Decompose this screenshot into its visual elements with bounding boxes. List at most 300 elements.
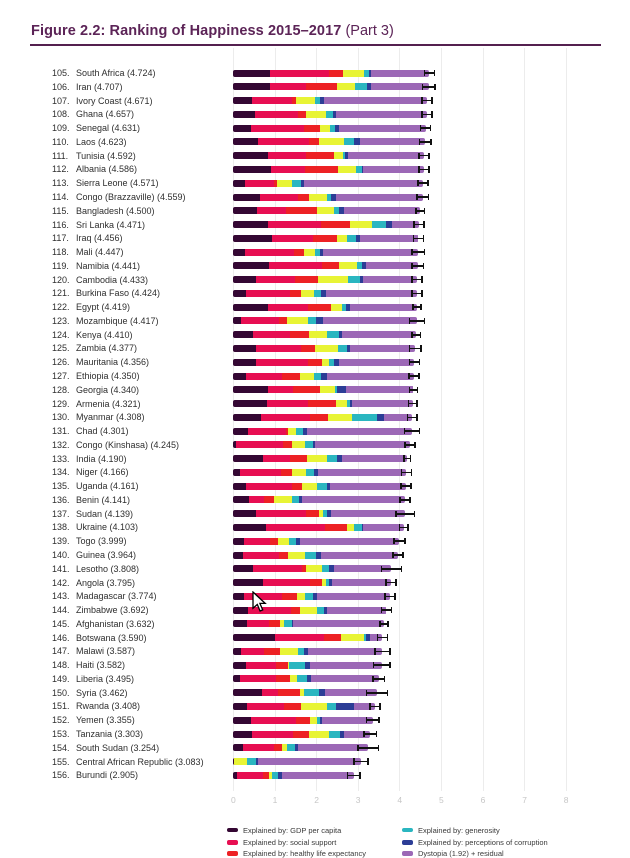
country-name-score: Guinea (3.964) (76, 550, 136, 560)
bar-segment-generosity (327, 703, 335, 710)
bar-segment-gdp (233, 579, 263, 586)
x-axis-tick-label: 3 (356, 795, 361, 805)
happiness-bar (233, 221, 419, 228)
bar-segment-generosity (305, 593, 313, 600)
bar-segment-gdp (233, 304, 268, 311)
confidence-interval-cap (408, 373, 410, 379)
country-rank: 121. (52, 288, 76, 298)
confidence-interval-cap (367, 758, 369, 764)
bar-segment-social (256, 345, 301, 352)
happiness-bar (233, 662, 382, 669)
country-label (52, 768, 138, 782)
bar-segment-social (247, 703, 284, 710)
happiness-bar (233, 441, 410, 448)
bar-segment-social (262, 689, 278, 696)
bar-segment-gdp (233, 373, 246, 380)
confidence-interval-cap (372, 676, 374, 682)
bar-segment-gdp (233, 469, 240, 476)
country-label (52, 108, 134, 122)
country-label (52, 713, 135, 727)
confidence-interval-cap (415, 208, 417, 214)
confidence-interval-cap (430, 139, 432, 145)
bar-segment-social (237, 772, 263, 779)
bar-segment-social (246, 483, 291, 490)
confidence-interval-cap (431, 97, 433, 103)
bar-segment-corruption (316, 317, 323, 324)
bar-segment-gdp (233, 83, 270, 90)
country-label (52, 548, 136, 562)
country-label (52, 397, 141, 411)
confidence-interval-cap (411, 290, 413, 296)
country-name-score: Ivory Coast (4.671) (76, 96, 153, 106)
bar-segment-social (270, 83, 305, 90)
bar-segment-dystopia (327, 373, 414, 380)
happiness-bar (233, 579, 391, 586)
country-rank: 129. (52, 399, 76, 409)
bar-segment-dystopia (307, 428, 412, 435)
bar-segment-freedom (319, 138, 344, 145)
bar-segment-freedom (296, 97, 315, 104)
bar-segment-freedom (277, 180, 292, 187)
country-label (52, 121, 140, 135)
happiness-bar (233, 194, 423, 201)
bar-segment-dystopia (339, 359, 415, 366)
bar-segment-health (306, 83, 337, 90)
bar-segment-health (286, 207, 316, 214)
bar-segment-generosity (289, 538, 296, 545)
bar-segment-social (252, 731, 293, 738)
bar-segment-generosity (304, 689, 320, 696)
legend-swatch-gdp (227, 828, 238, 833)
country-rank: 138. (52, 522, 76, 532)
confidence-interval-cap (428, 166, 430, 172)
bar-segment-freedom (315, 345, 337, 352)
confidence-interval-cap (409, 497, 411, 503)
confidence-interval (367, 692, 388, 694)
bar-segment-gdp (233, 70, 270, 77)
bar-segment-social (269, 262, 322, 269)
happiness-bar (233, 97, 427, 104)
confidence-interval-cap (423, 263, 425, 269)
happiness-bar (233, 331, 416, 338)
confidence-interval-cap (353, 758, 355, 764)
country-label (52, 300, 130, 314)
country-label (52, 741, 159, 755)
happiness-bar (233, 207, 420, 214)
country-name-score: Burkina Faso (4.424) (76, 288, 160, 298)
bar-segment-health (291, 607, 299, 614)
bar-segment-freedom (307, 455, 327, 462)
bar-segment-generosity (296, 428, 303, 435)
confidence-interval-cap (385, 579, 387, 585)
bar-segment-health (313, 235, 337, 242)
confidence-interval-cap (366, 690, 368, 696)
bar-segment-corruption (336, 703, 354, 710)
bar-segment-gdp (233, 207, 257, 214)
confidence-interval-cap (401, 566, 403, 572)
bar-segment-dystopia (346, 386, 413, 393)
country-rank: 131. (52, 426, 76, 436)
confidence-interval-cap (378, 717, 380, 723)
bar-segment-health (290, 331, 309, 338)
bar-segment-social (256, 359, 308, 366)
bar-segment-generosity (284, 620, 292, 627)
bar-segment-health (279, 552, 288, 559)
happiness-bar (233, 689, 377, 696)
confidence-interval-cap (404, 428, 406, 434)
country-label (52, 438, 179, 452)
country-name-score: Benin (4.141) (76, 495, 130, 505)
legend-swatch-corruption (402, 840, 413, 845)
country-rank: 118. (52, 247, 76, 257)
happiness-bar (233, 290, 417, 297)
confidence-interval-cap (411, 469, 413, 475)
bar-segment-social (256, 510, 306, 517)
country-rank: 142. (52, 578, 76, 588)
bar-segment-generosity (289, 662, 305, 669)
bar-segment-social (268, 221, 320, 228)
bar-segment-gdp (233, 593, 244, 600)
bar-segment-social (240, 675, 276, 682)
bar-segment-dystopia (318, 469, 406, 476)
country-name-score: Togo (3.999) (76, 536, 127, 546)
country-rank: 139. (52, 536, 76, 546)
confidence-interval-cap (409, 359, 411, 365)
country-rank: 112. (52, 164, 76, 174)
country-rank: 145. (52, 619, 76, 629)
bar-segment-health (305, 166, 338, 173)
confidence-interval-cap (428, 194, 430, 200)
confidence-interval-cap (414, 442, 416, 448)
bar-segment-gdp (233, 111, 255, 118)
happiness-bar (233, 276, 417, 283)
country-rank: 113. (52, 178, 76, 188)
country-name-score: Congo (Kinshasa) (4.245) (76, 440, 179, 450)
bar-segment-generosity (355, 83, 366, 90)
happiness-bar (233, 758, 361, 765)
bar-segment-generosity (306, 469, 314, 476)
country-name-score: Sri Lanka (4.471) (76, 220, 145, 230)
legend-item-gdp (227, 826, 341, 834)
bar-segment-generosity (344, 138, 354, 145)
bar-segment-freedom (343, 70, 365, 77)
country-name-score: Senegal (4.631) (76, 123, 140, 133)
confidence-interval-cap (421, 276, 423, 282)
bar-segment-health (301, 345, 316, 352)
happiness-bar (233, 414, 412, 421)
bar-segment-gdp (233, 317, 241, 324)
confidence-interval-cap (395, 511, 397, 517)
country-rank: 144. (52, 605, 76, 615)
happiness-bar (233, 772, 354, 779)
confidence-interval-cap (395, 579, 397, 585)
bar-segment-dystopia (344, 207, 420, 214)
happiness-bar (233, 359, 414, 366)
bar-segment-freedom (334, 152, 343, 159)
country-label (52, 245, 124, 259)
legend-swatch-healthy-life (227, 851, 238, 856)
confidence-interval-cap (423, 235, 425, 241)
bar-segment-social (251, 717, 296, 724)
country-rank: 115. (52, 206, 76, 216)
country-rank: 106. (52, 82, 76, 92)
x-axis-tick-label: 6 (481, 795, 486, 805)
bar-segment-generosity (308, 317, 316, 324)
bar-segment-freedom (309, 731, 329, 738)
x-axis-tick-label: 8 (564, 795, 569, 805)
country-name-score: Congo (Brazzaville) (4.559) (76, 192, 186, 202)
country-name-score: Cambodia (4.433) (76, 275, 148, 285)
happiness-bar (233, 538, 399, 545)
bar-segment-dystopia (258, 758, 361, 765)
bar-segment-dystopia (293, 620, 384, 627)
happiness-bar (233, 345, 415, 352)
bar-segment-health (308, 359, 322, 366)
confidence-interval (358, 747, 379, 749)
bar-segment-social (246, 373, 282, 380)
bar-segment-social (268, 386, 293, 393)
bar-segment-gdp (233, 552, 243, 559)
country-label (52, 700, 140, 714)
country-label (52, 231, 123, 245)
country-name-score: Egypt (4.419) (76, 302, 130, 312)
confidence-interval-cap (424, 318, 426, 324)
bar-segment-freedom (310, 717, 317, 724)
confidence-interval-cap (357, 745, 359, 751)
bar-segment-gdp (233, 262, 269, 269)
bar-segment-freedom (234, 758, 247, 765)
confidence-interval-cap (414, 511, 416, 517)
bar-segment-health (282, 373, 300, 380)
happiness-bar (233, 744, 368, 751)
bar-segment-health (310, 579, 321, 586)
country-label (52, 534, 127, 548)
bar-segment-freedom (337, 235, 347, 242)
country-label (52, 727, 143, 741)
bar-segment-social (270, 70, 329, 77)
bar-segment-dystopia (317, 593, 390, 600)
confidence-interval-cap (394, 593, 396, 599)
confidence-interval-cap (359, 772, 361, 778)
bar-segment-gdp (233, 180, 245, 187)
bar-segment-health (293, 386, 320, 393)
bar-segment-social (236, 441, 283, 448)
confidence-interval-cap (416, 194, 418, 200)
country-name-score: Iran (4.707) (76, 82, 123, 92)
country-label (52, 259, 140, 273)
confidence-interval-cap (420, 125, 422, 131)
bar-segment-dystopia (350, 345, 415, 352)
bar-segment-social (257, 207, 286, 214)
country-rank: 111. (52, 151, 76, 161)
country-label (52, 369, 140, 383)
happiness-bar (233, 152, 424, 159)
country-rank: 152. (52, 715, 76, 725)
confidence-interval-cap (424, 70, 426, 76)
country-rank: 156. (52, 770, 76, 780)
bar-segment-health (282, 593, 298, 600)
bar-segment-social (248, 428, 286, 435)
bar-segment-generosity (287, 744, 295, 751)
country-name-score: Namibia (4.441) (76, 261, 140, 271)
country-rank: 107. (52, 96, 76, 106)
confidence-interval-cap (402, 552, 404, 558)
country-name-score: Uganda (4.161) (76, 481, 139, 491)
bar-segment-social (260, 194, 297, 201)
bar-segment-freedom (300, 607, 317, 614)
bar-segment-corruption (337, 386, 346, 393)
bar-segment-dystopia (336, 111, 427, 118)
country-label (52, 163, 137, 177)
country-name-score: Burundi (2.905) (76, 770, 138, 780)
country-name-score: Armenia (4.321) (76, 399, 141, 409)
bar-segment-dystopia (348, 152, 424, 159)
bar-segment-dystopia (308, 648, 382, 655)
bar-segment-freedom (318, 276, 348, 283)
bar-segment-social (268, 304, 308, 311)
country-rank: 125. (52, 343, 76, 353)
confidence-interval (412, 251, 424, 253)
country-rank: 154. (52, 743, 76, 753)
bar-segment-social (263, 579, 310, 586)
bar-segment-generosity (317, 607, 324, 614)
country-rank: 126. (52, 357, 76, 367)
bar-segment-gdp (233, 276, 256, 283)
country-label (52, 521, 138, 535)
bar-segment-freedom (292, 441, 305, 448)
bar-segment-health (283, 441, 291, 448)
bar-segment-health (310, 414, 328, 421)
bar-segment-dystopia (363, 166, 424, 173)
confidence-interval-cap (413, 221, 415, 227)
confidence-interval-cap (413, 235, 415, 241)
bar-segment-freedom (341, 634, 364, 641)
country-rank: 117. (52, 233, 76, 243)
bar-segment-gdp (233, 483, 246, 490)
bar-segment-freedom (278, 538, 288, 545)
x-axis-tick-label: 5 (439, 795, 444, 805)
country-name-score: Niger (4.166) (76, 467, 129, 477)
country-name-score: South Africa (4.724) (76, 68, 156, 78)
bar-segment-generosity (314, 290, 321, 297)
bar-segment-health (276, 675, 291, 682)
confidence-interval-cap (381, 566, 383, 572)
confidence-interval-cap (412, 304, 414, 310)
confidence-interval-cap (409, 387, 411, 393)
bar-segment-health (308, 400, 336, 407)
happiness-bar (233, 304, 417, 311)
bar-segment-freedom (350, 221, 372, 228)
bar-segment-gdp (233, 538, 244, 545)
confidence-interval (423, 86, 435, 88)
bar-segment-social (275, 634, 323, 641)
bar-segment-generosity (305, 441, 313, 448)
confidence-interval-cap (419, 428, 421, 434)
happiness-bar (233, 648, 382, 655)
bar-segment-social (258, 138, 309, 145)
bar-segment-gdp (233, 249, 245, 256)
happiness-bar (233, 249, 418, 256)
confidence-interval-cap (379, 621, 381, 627)
country-name-score: Kenya (4.410) (76, 330, 133, 340)
confidence-interval-cap (418, 373, 420, 379)
bar-segment-gdp (233, 455, 263, 462)
legend-label: Explained by: GDP per capita (243, 826, 341, 835)
country-name-score: Albania (4.586) (76, 164, 137, 174)
country-label (52, 493, 130, 507)
country-rank: 134. (52, 467, 76, 477)
gridline (441, 48, 442, 791)
confidence-interval-cap (378, 745, 380, 751)
confidence-interval-cap (408, 400, 410, 406)
happiness-bar (233, 70, 429, 77)
bar-segment-freedom (347, 524, 354, 531)
country-label (52, 755, 204, 769)
country-rank: 146. (52, 633, 76, 643)
country-name-score: Mali (4.447) (76, 247, 124, 257)
legend-item-generosity (402, 826, 500, 834)
bar-segment-gdp (233, 138, 258, 145)
bar-segment-social (266, 524, 325, 531)
country-rank: 120. (52, 275, 76, 285)
bar-segment-social (241, 648, 264, 655)
country-label (52, 328, 133, 342)
bar-segment-gdp (233, 125, 251, 132)
confidence-interval-cap (399, 524, 401, 530)
bar-segment-health (306, 152, 334, 159)
bar-segment-gdp (233, 717, 251, 724)
confidence-interval-cap (411, 263, 413, 269)
happiness-bar (233, 235, 419, 242)
bar-segment-freedom (287, 317, 308, 324)
bar-segment-health (322, 262, 338, 269)
bar-segment-gdp (233, 152, 268, 159)
bar-segment-generosity (297, 675, 307, 682)
confidence-interval (382, 568, 402, 570)
bar-segment-freedom (338, 166, 355, 173)
country-label (52, 631, 147, 645)
confidence-interval-cap (407, 524, 409, 530)
bar-segment-gdp (233, 510, 256, 517)
confidence-interval-cap (387, 621, 389, 627)
legend-item-social-support (227, 839, 336, 847)
bar-segment-gdp (233, 662, 246, 669)
happiness-bar (233, 180, 423, 187)
bar-segment-gdp (233, 386, 268, 393)
confidence-interval-cap (389, 648, 391, 654)
happiness-bar (233, 731, 370, 738)
confidence-interval (374, 664, 391, 666)
bar-segment-social (245, 180, 275, 187)
country-name-score: Tanzania (3.303) (76, 729, 143, 739)
country-rank: 130. (52, 412, 76, 422)
country-label (52, 383, 139, 397)
country-name-score: Bangladesh (4.500) (76, 206, 155, 216)
confidence-interval-cap (410, 483, 412, 489)
confidence-interval-cap (377, 634, 379, 640)
bar-segment-generosity (326, 111, 333, 118)
bar-segment-health (290, 455, 307, 462)
bar-segment-dystopia (350, 304, 417, 311)
happiness-bar (233, 675, 379, 682)
country-label (52, 66, 156, 80)
bar-segment-generosity (247, 758, 256, 765)
confidence-interval-cap (419, 139, 421, 145)
country-name-score: Ghana (4.657) (76, 109, 134, 119)
bar-segment-generosity (305, 552, 317, 559)
confidence-interval-cap (389, 662, 391, 668)
confidence-interval-cap (381, 607, 383, 613)
